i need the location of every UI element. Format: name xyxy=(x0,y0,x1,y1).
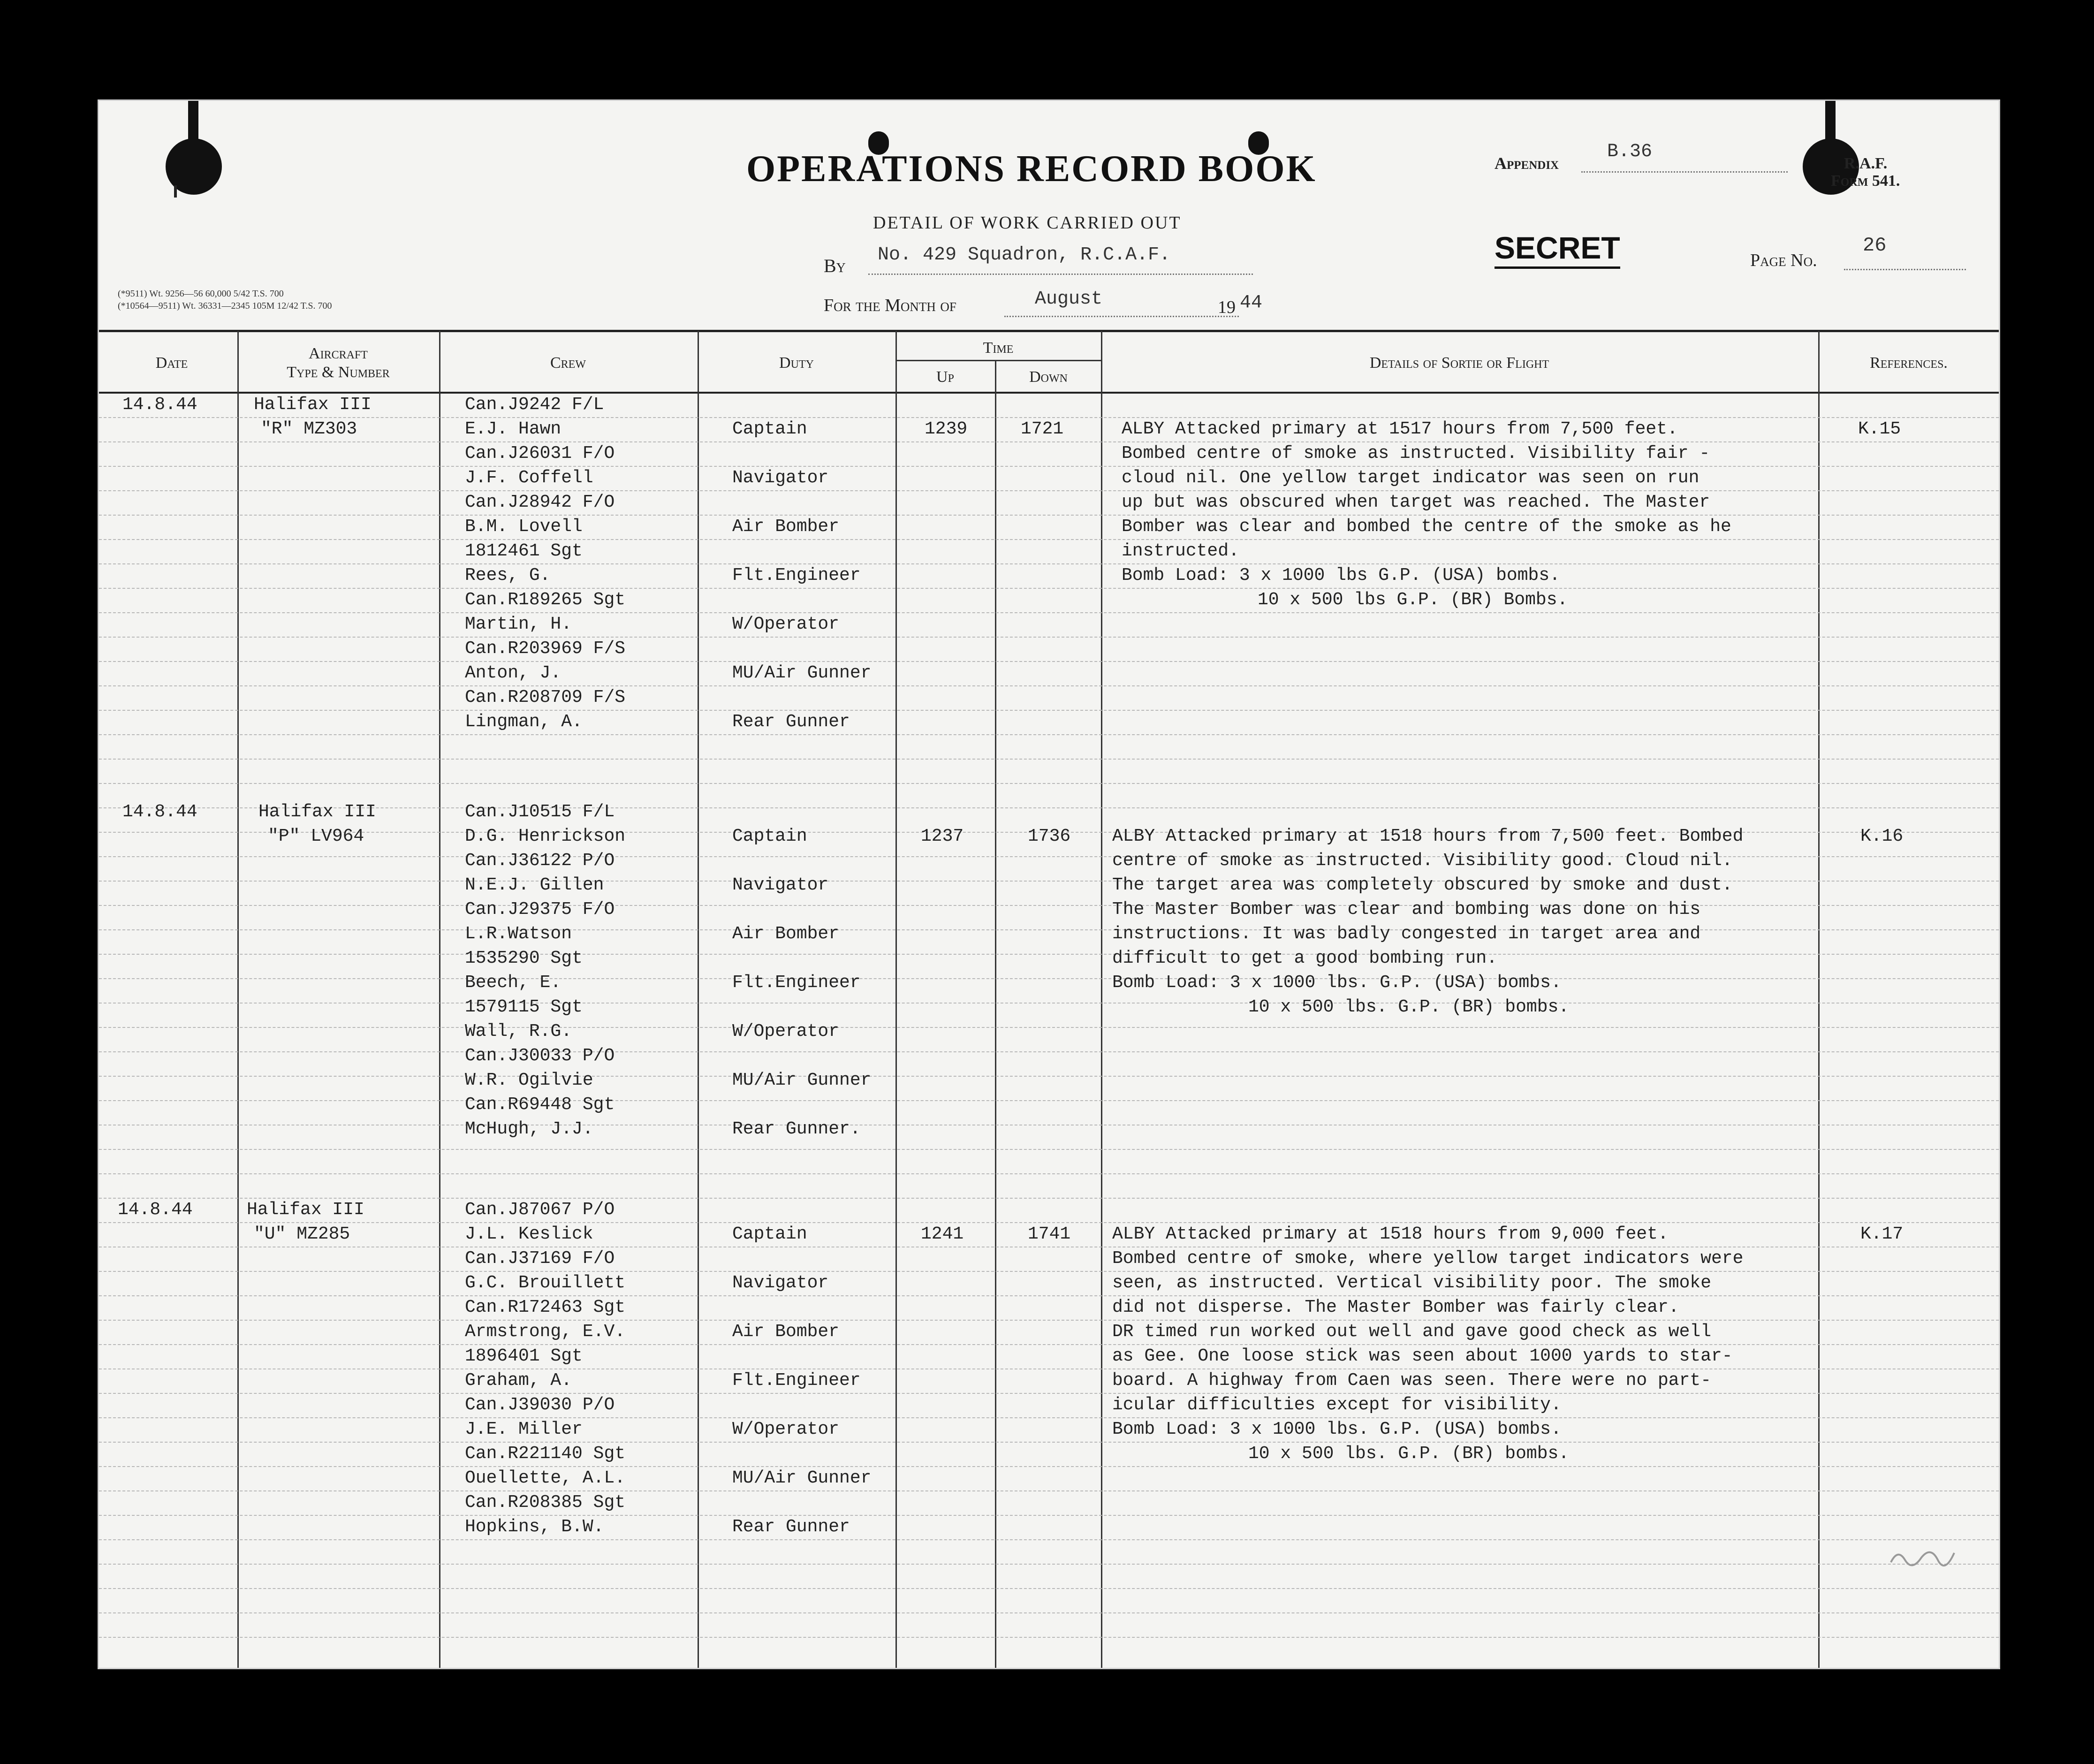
month-label: For the Month of xyxy=(824,296,956,315)
entry-2-reference: K.16 xyxy=(1860,826,1904,846)
crew-line: Beech, E. xyxy=(465,973,561,993)
ruled-line xyxy=(99,1027,1999,1028)
col-divider-1 xyxy=(237,331,239,1668)
ruled-line xyxy=(99,734,1999,735)
entry-3-time-down: 1741 xyxy=(1028,1224,1071,1244)
header-details: Details of Sortie or Flight xyxy=(1369,354,1549,372)
entry-2-aircraft-type: Halifax III xyxy=(258,802,376,822)
detail-line: centre of smoke as instructed. Visibility good. Cloud nil. xyxy=(1112,851,1733,871)
header-date: Date xyxy=(155,354,188,372)
entry-1-aircraft-type: Halifax III xyxy=(254,395,372,415)
entry-2-time-up: 1237 xyxy=(921,826,964,846)
page-value: 26 xyxy=(1863,234,1887,257)
month-value: August xyxy=(1035,289,1103,310)
page-line xyxy=(1844,269,1966,270)
detail-line: instructions. It was badly congested in target area and xyxy=(1112,924,1701,944)
crew-line: Can.R203969 F/S xyxy=(465,639,626,659)
by-line xyxy=(868,274,1253,275)
col-divider-3 xyxy=(698,331,699,1668)
ruled-line xyxy=(99,1612,1999,1613)
duty-line: Captain xyxy=(732,1224,807,1244)
header-crew: Crew xyxy=(550,354,586,372)
secret-stamp: SECRET xyxy=(1495,230,1620,269)
crew-line: Can.J10515 F/L xyxy=(465,802,615,822)
crew-line: B.M. Lovell xyxy=(465,517,583,537)
detail-line: Bombed centre of smoke, where yellow target indicators were xyxy=(1112,1248,1744,1269)
year-prefix: 19 xyxy=(1218,297,1236,317)
form-id-line1: R.A.F. xyxy=(1844,155,1888,172)
appendix-label: Appendix xyxy=(1495,154,1559,173)
crew-line: Martin, H. xyxy=(465,614,572,634)
duty-line: Rear Gunner. xyxy=(732,1119,861,1139)
ruled-line xyxy=(99,783,1999,784)
crew-line: Anton, J. xyxy=(465,663,561,683)
duty-line: Navigator xyxy=(732,468,829,488)
crew-line: G.C. Brouillett xyxy=(465,1273,626,1293)
crew-line: Graham, A. xyxy=(465,1370,572,1391)
crew-line: Can.R189265 Sgt xyxy=(465,590,626,610)
crew-line: E.J. Hawn xyxy=(465,419,561,439)
detail-line: Bomb Load: 3 x 1000 lbs. G.P. (USA) bombs. xyxy=(1112,1419,1562,1439)
entry-1-crew xyxy=(465,393,625,734)
col-divider-5 xyxy=(995,360,996,1668)
header-time: Time xyxy=(983,339,1014,357)
detail-line: did not disperse. The Master Bomber was fairly clear. xyxy=(1112,1297,1679,1317)
crew-line: J.E. Miller xyxy=(465,1419,583,1439)
crew-line: Can.J29375 F/O xyxy=(465,899,615,920)
by-label: By xyxy=(824,255,846,276)
detail-line: as Gee. One loose stick was seen about 1000 yards to star- xyxy=(1112,1346,1733,1366)
crew-line: Can.J30033 P/O xyxy=(465,1046,615,1066)
detail-line: instructed. xyxy=(1122,541,1239,561)
print-code-1: (*9511) Wt. 9256—56 60,000 5/42 T.S. 700 xyxy=(118,289,284,299)
entry-3-aircraft-number: "U" MZ285 xyxy=(254,1224,350,1244)
detail-line: Bomb Load: 3 x 1000 lbs G.P. (USA) bombs. xyxy=(1122,565,1560,585)
crew-line: Can.R208385 Sgt xyxy=(465,1492,626,1513)
ruled-line xyxy=(99,1539,1999,1540)
entry-1-duties xyxy=(732,417,871,734)
crew-line: 1812461 Sgt xyxy=(465,541,583,561)
col-divider-6 xyxy=(1101,331,1102,1668)
ruled-line xyxy=(99,1490,1999,1491)
crew-line: 1579115 Sgt xyxy=(465,997,583,1017)
squadron-value: No. 429 Squadron, R.C.A.F. xyxy=(878,244,1171,266)
entry-3-duties xyxy=(732,1222,871,1539)
crew-line: Can.R172463 Sgt xyxy=(465,1297,626,1317)
crew-line: L.R.Watson xyxy=(465,924,572,944)
entry-3-crew xyxy=(465,1198,625,1539)
detail-line: 10 x 500 lbs G.P. (BR) Bombs. xyxy=(1258,590,1568,610)
form-title: OPERATIONS RECORD BOOK xyxy=(746,148,1317,190)
duty-line: Flt.Engineer xyxy=(732,973,861,993)
crew-line: J.L. Keslick xyxy=(465,1224,593,1244)
form-id-line2: Form 541. xyxy=(1831,172,1900,190)
crew-line: D.G. Henrickson xyxy=(465,826,626,846)
ruled-line xyxy=(99,1466,1999,1467)
duty-line: Air Bomber xyxy=(732,924,840,944)
ruled-line xyxy=(99,1051,1999,1052)
time-divider xyxy=(895,360,1101,361)
detail-line: The Master Bomber was clear and bombing was done on his xyxy=(1112,899,1701,920)
duty-line: MU/Air Gunner xyxy=(732,663,872,683)
detail-line: ALBY Attacked primary at 1518 hours from 7,500 feet. Bombed xyxy=(1112,826,1744,846)
entry-1-time-down: 1721 xyxy=(1021,419,1064,439)
crew-line: Ouellette, A.L. xyxy=(465,1468,626,1488)
entry-3-aircraft-type: Halifax III xyxy=(247,1200,364,1220)
year-value: 44 xyxy=(1240,292,1263,313)
crew-line: Can.J28942 F/O xyxy=(465,492,615,512)
duty-line: Flt.Engineer xyxy=(732,1370,861,1391)
detail-line: ALBY Attacked primary at 1518 hours from 9,000 feet. xyxy=(1112,1224,1669,1244)
entry-2-date: 14.8.44 xyxy=(122,802,197,822)
duty-line: Captain xyxy=(732,419,807,439)
crew-line: N.E.J. Gillen xyxy=(465,875,604,895)
detail-line: The target area was completely obscured by smoke and dust. xyxy=(1112,875,1733,895)
entry-1-reference: K.15 xyxy=(1858,419,1901,439)
ruled-line xyxy=(99,710,1999,711)
entry-3-details xyxy=(1112,1222,1743,1466)
ruled-line xyxy=(99,759,1999,760)
crew-line: Can.J36122 P/O xyxy=(465,851,615,871)
col-divider-4 xyxy=(895,331,897,1668)
duty-line: Rear Gunner xyxy=(732,712,850,732)
duty-line: W/Operator xyxy=(732,1021,840,1042)
duty-line: Air Bomber xyxy=(732,1322,840,1342)
crew-line: Can.J87067 P/O xyxy=(465,1200,615,1220)
crew-line: Can.R221140 Sgt xyxy=(465,1444,626,1464)
crew-line: Wall, R.G. xyxy=(465,1021,572,1042)
ruled-line xyxy=(99,1076,1999,1077)
crew-line: Rees, G. xyxy=(465,565,551,585)
crew-line: Armstrong, E.V. xyxy=(465,1322,626,1342)
col-divider-2 xyxy=(439,331,440,1668)
appendix-value: B.36 xyxy=(1607,141,1653,162)
ruled-line xyxy=(99,612,1999,613)
crew-line: Can.R208709 F/S xyxy=(465,687,626,707)
header-duty: Duty xyxy=(779,354,814,372)
header-references: References. xyxy=(1870,354,1948,372)
detail-line: board. A highway from Caen was seen. There were no part- xyxy=(1112,1370,1712,1391)
detail-line: 10 x 500 lbs. G.P. (BR) bombs. xyxy=(1248,997,1570,1017)
detail-line: Bomber was clear and bombed the centre of the smoke as he xyxy=(1122,517,1731,537)
header-time-up: Up xyxy=(936,368,954,386)
entry-3-date: 14.8.44 xyxy=(118,1200,193,1220)
crew-line: Lingman, A. xyxy=(465,712,583,732)
duty-line: W/Operator xyxy=(732,614,840,634)
entry-3-reference: K.17 xyxy=(1860,1224,1904,1244)
form-subtitle: DETAIL OF WORK CARRIED OUT xyxy=(873,213,1182,233)
detail-line: DR timed run worked out well and gave good check as well xyxy=(1112,1322,1712,1342)
ruled-line xyxy=(99,637,1999,638)
crew-line: Can.R69448 Sgt xyxy=(465,1095,615,1115)
ruled-line xyxy=(99,1149,1999,1150)
ruled-line xyxy=(99,1637,1999,1638)
detail-line: cloud nil. One yellow target indicator was seen on run xyxy=(1122,468,1699,488)
header-time-down: Down xyxy=(1029,368,1068,386)
ruled-line xyxy=(99,1198,1999,1199)
duty-line: Flt.Engineer xyxy=(732,565,861,585)
entry-1-details xyxy=(1122,417,1731,612)
appendix-line xyxy=(1581,171,1788,173)
duty-line: Navigator xyxy=(732,1273,829,1293)
detail-line: Bombed centre of smoke as instructed. Visibility fair - xyxy=(1122,443,1710,464)
page-label: Page No. xyxy=(1750,251,1817,270)
crew-line: McHugh, J.J. xyxy=(465,1119,593,1139)
detail-line: up but was obscured when target was reached. The Master xyxy=(1122,492,1710,512)
month-line xyxy=(1004,316,1239,317)
detail-line: 10 x 500 lbs. G.P. (BR) bombs. xyxy=(1248,1444,1570,1464)
entry-1-time-up: 1239 xyxy=(925,419,968,439)
edge-mark xyxy=(174,185,177,198)
ruled-line xyxy=(99,1100,1999,1101)
ruled-line xyxy=(99,1173,1999,1174)
crew-line: Can.J26031 F/O xyxy=(465,443,615,464)
col-divider-7 xyxy=(1818,331,1820,1668)
ruled-line xyxy=(99,661,1999,662)
ruled-line xyxy=(99,1588,1999,1589)
entry-2-duties xyxy=(732,824,871,1141)
table-top-rule xyxy=(99,330,1999,332)
crew-line: J.F. Coffell xyxy=(465,468,593,488)
entry-2-aircraft-number: "P" LV964 xyxy=(268,826,364,846)
duty-line: Rear Gunner xyxy=(732,1517,850,1537)
entry-3-time-up: 1241 xyxy=(921,1224,964,1244)
crew-line: Can.J9242 F/L xyxy=(465,395,604,415)
entry-1-aircraft-number: "R" MZ303 xyxy=(261,419,357,439)
duty-line: Navigator xyxy=(732,875,829,895)
ruled-line xyxy=(99,1564,1999,1565)
detail-line: difficult to get a good bombing run. xyxy=(1112,948,1497,968)
detail-line: Bomb Load: 3 x 1000 lbs. G.P. (USA) bombs. xyxy=(1112,973,1562,993)
ruled-line xyxy=(99,1515,1999,1516)
pencil-initials xyxy=(1889,1539,1959,1572)
duty-line: MU/Air Gunner xyxy=(732,1468,872,1488)
entry-2-time-down: 1736 xyxy=(1028,826,1071,846)
duty-line: W/Operator xyxy=(732,1419,840,1439)
header-aircraft-type: Type & Number xyxy=(287,364,390,381)
entry-1-date: 14.8.44 xyxy=(122,395,197,415)
detail-line: seen, as instructed. Vertical visibility poor. The smoke xyxy=(1112,1273,1712,1293)
record-sheet xyxy=(98,99,2000,1669)
duty-line: Air Bomber xyxy=(732,517,840,537)
entry-2-details xyxy=(1112,824,1743,1019)
duty-line: Captain xyxy=(732,826,807,846)
header-aircraft: Aircraft xyxy=(309,345,368,362)
print-code-2: (*10564—9511) Wt. 36331—2345 105M 12/42 T.S. 700 xyxy=(118,301,332,311)
detail-line: icular difficulties except for visibility. xyxy=(1112,1395,1562,1415)
entry-2-crew xyxy=(465,800,625,1141)
ruled-line xyxy=(99,807,1999,808)
ruled-line xyxy=(99,685,1999,686)
crew-line: W.R. Ogilvie xyxy=(465,1070,593,1090)
duty-line: MU/Air Gunner xyxy=(732,1070,872,1090)
crew-line: Can.J37169 F/O xyxy=(465,1248,615,1269)
crew-line: 1896401 Sgt xyxy=(465,1346,583,1366)
crew-line: 1535290 Sgt xyxy=(465,948,583,968)
detail-line: ALBY Attacked primary at 1517 hours from 7,500 feet. xyxy=(1122,419,1678,439)
crew-line: Can.J39030 P/O xyxy=(465,1395,615,1415)
header-bottom-rule xyxy=(99,392,1999,394)
crew-line: Hopkins, B.W. xyxy=(465,1517,604,1537)
